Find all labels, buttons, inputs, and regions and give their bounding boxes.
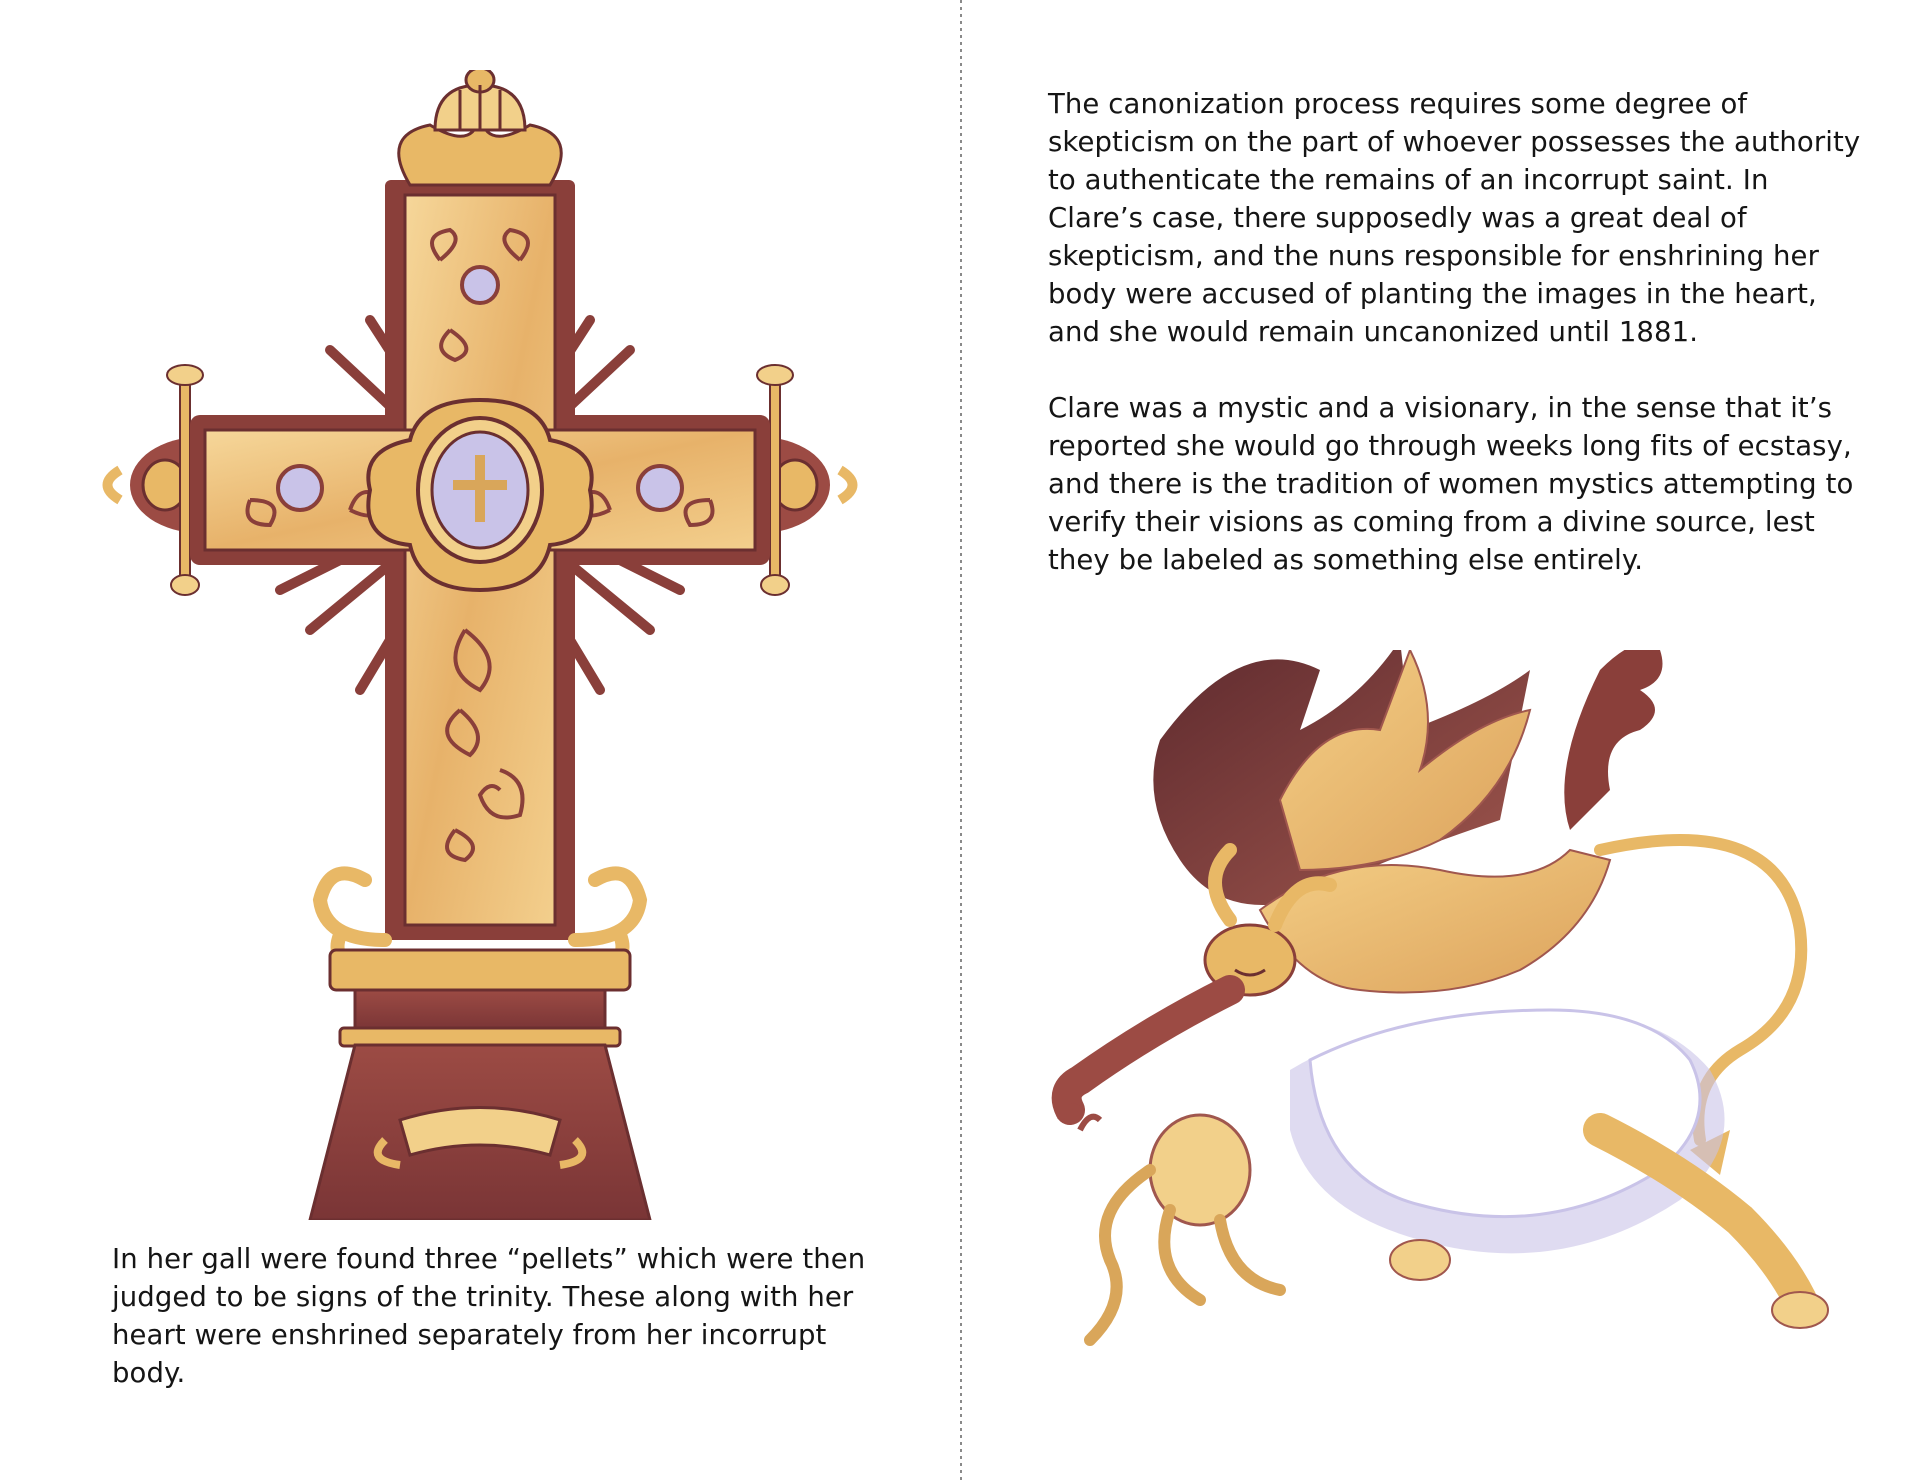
woman-hand: [1390, 1240, 1450, 1280]
left-page-caption: [112, 1240, 902, 1430]
reliquary-cross-illustration: [80, 70, 880, 1220]
right-page: [962, 0, 1920, 1484]
caption-paragraph: In her gall were found three “pellets” which were then judged to be signs of the trinity. These along with her heart were enshrined separately from her incorrupt body.: [112, 1243, 866, 1389]
raised-claw: [1564, 650, 1662, 830]
right-page-text: [1048, 85, 1868, 617]
cross-crown: [399, 70, 562, 185]
paragraph-canonization: The canonization process requires some degree of skepticism on the part of whoever possesses the authority to authenticate the remains of an incorrupt saint. In Clare’s case, there supposedly was a great deal of skepticism, and the nuns responsible for enshrining her body were accused of planting the images in the heart, and she would remain uncanonized until 1881.: [1048, 88, 1861, 348]
paragraph-mystic: Clare was a mystic and a visionary, in the sense that it’s reported she would go through weeks long fits of ecstasy, and there is the tradition of women mystics attempting to verify their visions as coming from a divine source, lest they be labeled as something else entirely.: [1048, 392, 1854, 576]
demon-and-woman-illustration: [1040, 650, 1860, 1420]
gold-wing: [1280, 650, 1530, 870]
